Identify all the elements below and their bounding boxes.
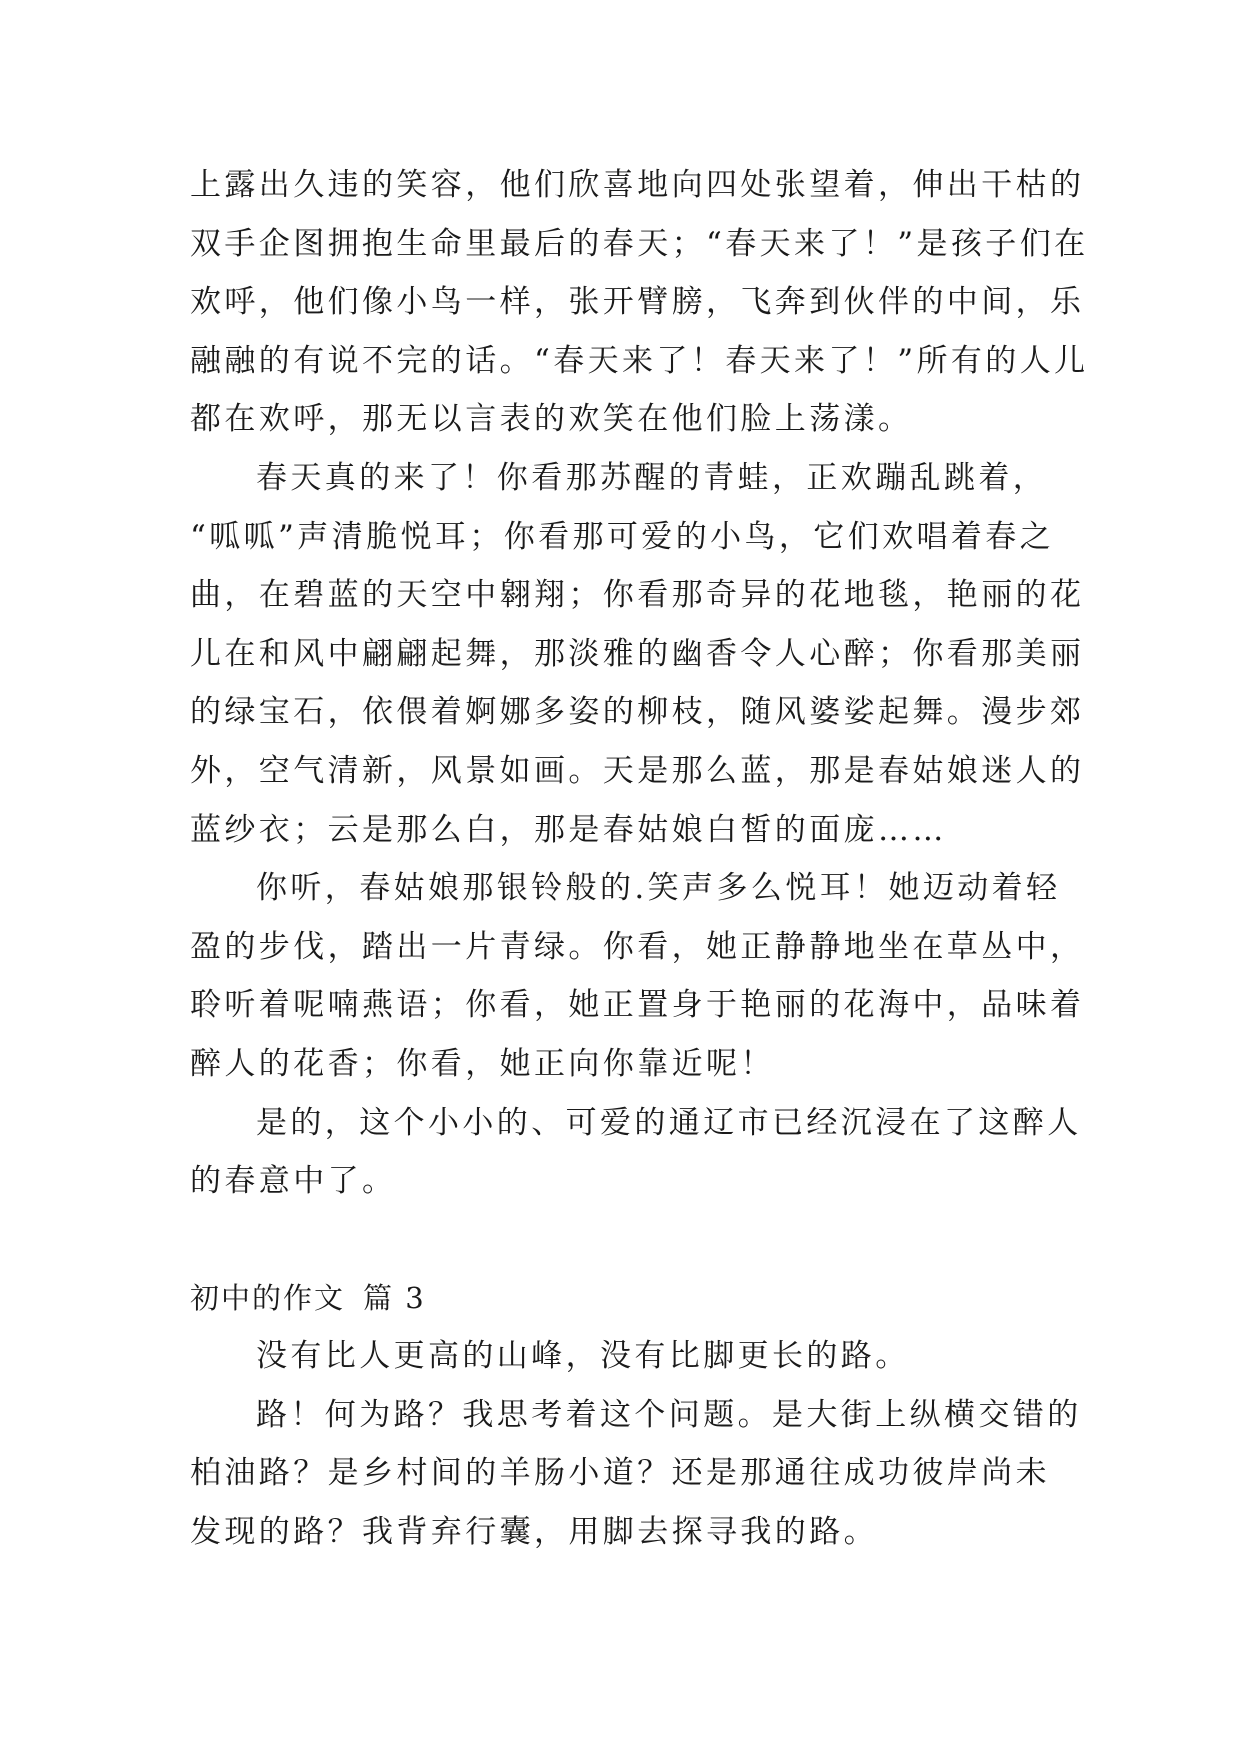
text-line: 聆听着呢喃燕语；你看，她正置身于艳丽的花海中，品味着 (190, 987, 1085, 1024)
text-line: 醉人的花香；你看，她正向你靠近呢！ (190, 1045, 775, 1082)
text-line: 是的，这个小小的、可爱的通辽市已经沉浸在了这醉人 (256, 1104, 1082, 1141)
text-line: 欢呼，他们像小鸟一样，张开臂膀，飞奔到伙伴的中间，乐 (190, 284, 1085, 321)
text-line: 的春意中了。 (190, 1163, 397, 1200)
text-line: 盈的步伐，踏出一片青绿。你看，她正静静地坐在草丛中， (190, 928, 1085, 965)
paragraph (190, 1094, 1082, 1211)
text-line: 都在欢呼，那无以言表的欢笑在他们脸上荡漾。 (190, 401, 913, 438)
text-line: 你听，春姑娘那银铃般的.笑声多么悦耳！她迈动着轻 (256, 870, 1061, 907)
text-line: 柏油路？是乡村间的羊肠小道？还是那通往成功彼岸尚未 (190, 1455, 1050, 1492)
heading-title: 初中的作文 (190, 1280, 346, 1315)
paragraph (190, 1327, 1052, 1386)
section-gap (190, 1211, 1052, 1269)
text-line: 春天真的来了！你看那苏醒的青蛙，正欢蹦乱跳着， (256, 459, 1048, 496)
text-line: 的绿宝石，依偎着婀娜多姿的柳枝，随风婆娑起舞。漫步郊 (190, 694, 1085, 731)
paragraph (190, 1386, 1082, 1562)
text-line: 双手企图拥抱生命里最后的春天；“春天来了！”是孩子们在 (190, 225, 1089, 262)
text-line: 上露出久违的笑容，他们欣喜地向四处张望着，伸出干枯的 (190, 167, 1085, 203)
text-line: 曲，在碧蓝的天空中翱翔；你看那奇异的花地毯，艳丽的花 (190, 577, 1085, 614)
text-line: “呱呱”声清脆悦耳；你看那可爱的小鸟，它们欢唱着春之 (190, 518, 1055, 555)
paragraph (190, 156, 1089, 449)
text-line: 发现的路？我背弃行囊，用脚去探寻我的路。 (190, 1514, 878, 1551)
text-line: 儿在和风中翩翩起舞，那淡雅的幽香令人心醉；你看那美丽 (190, 635, 1085, 672)
text-line: 路！何为路？我思考着这个问题。是大街上纵横交错的 (256, 1396, 1082, 1433)
heading-section-number: 篇 3 (363, 1280, 426, 1315)
text-line: 蓝纱衣；云是那么白，那是春姑娘白皙的面庞…… (190, 811, 947, 848)
paragraph (190, 449, 1085, 859)
document-page (190, 156, 1089, 1562)
text-line: 没有比人更高的山峰，没有比脚更长的路。 (256, 1338, 910, 1375)
text-line: 外，空气清新，风景如画。天是那么蓝，那是春姑娘迷人的 (190, 752, 1085, 789)
section-heading (190, 1269, 1052, 1328)
paragraph (190, 859, 1085, 1093)
text-line: 融融的有说不完的话。“春天来了！春天来了！”所有的人儿 (190, 342, 1089, 379)
